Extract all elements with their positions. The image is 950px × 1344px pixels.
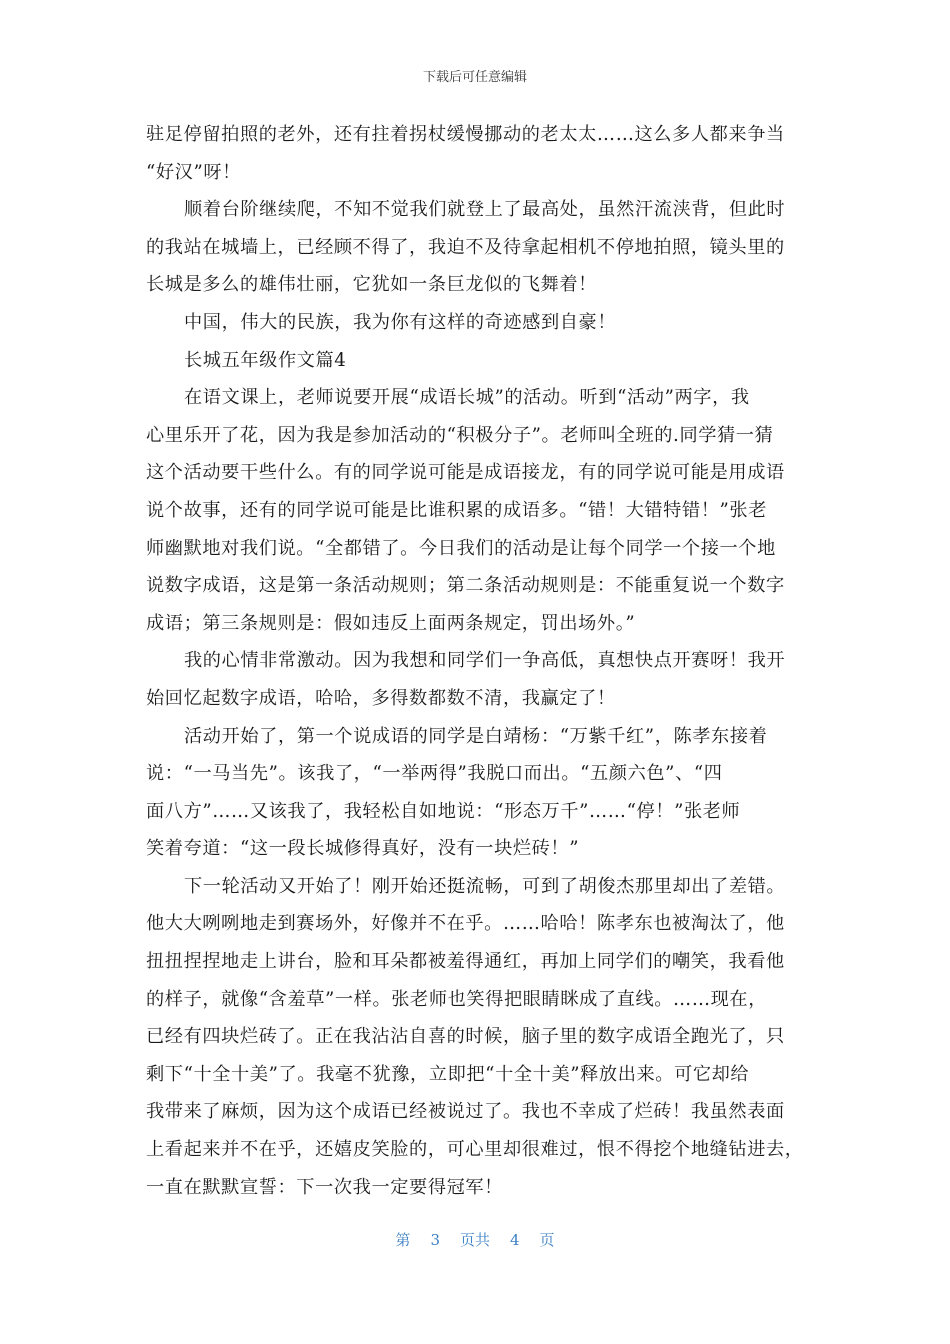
- paragraph-start: 在语文课上，老师说要开展“成语长城”的活动。听到“活动”两字，我: [184, 387, 750, 409]
- text-line: 扭扭捏捏地走上讲台，脸和耳朵都被羞得通红，再加上同学们的嘲笑，我看他: [146, 951, 785, 973]
- text-line: 这个活动要干些什么。有的同学说可能是成语接龙，有的同学说可能是用成语: [146, 462, 785, 484]
- text-line: “好汉”呀！: [146, 161, 241, 183]
- page-footer: [0, 1229, 950, 1250]
- text-line: 笑着夸道：“这一段长城修得真好，没有一块烂砖！”: [146, 838, 580, 860]
- paragraph-start: 活动开始了，第一个说成语的同学是白靖杨：“万紫千红”，陈孝东接着: [184, 725, 768, 747]
- text-line: 一直在默默宣誓：下一次我一定要得冠军！: [146, 1176, 503, 1198]
- text-line: 面八方”……又该我了，我轻松自如地说：“形态万千”……“停！”张老师: [146, 800, 741, 822]
- document-body: [146, 116, 808, 1206]
- page-header: 下载后可任意编辑: [422, 70, 527, 85]
- total-page-number: 4: [510, 1231, 520, 1249]
- text-line: 驻足停留拍照的老外，还有拄着拐杖缓慢挪动的老太太……这么多人都来争当: [146, 124, 785, 145]
- text-line: 成语；第三条规则是：假如违反上面两条规定，罚出场外。”: [146, 612, 636, 634]
- text-line: 的我站在城墙上，已经顾不得了，我迫不及待拿起相机不停地拍照，镜头里的: [146, 236, 785, 258]
- text-line: 他大大咧咧地走到赛场外，好像并不在乎。……哈哈！陈孝东也被淘汰了，他: [146, 913, 785, 935]
- text-line: 师幽默地对我们说。“全都错了。今日我们的活动是让每个同学一个接一个地: [146, 537, 776, 559]
- text-line: 已经有四块烂砖了。正在我沾沾自喜的时候，脑子里的数字成语全跑光了，只: [146, 1026, 785, 1048]
- text-line: 的样子，就像“含羞草”一样。张老师也笑得把眼睛眯成了直线。……现在，: [146, 988, 767, 1010]
- text-line: 说：“一马当先”。该我了，“一举两得”我脱口而出。“五颜六色”、“四: [146, 763, 723, 785]
- footer-middle: 页共: [459, 1231, 490, 1249]
- footer-suffix: 页: [539, 1231, 555, 1249]
- text-line: 我带来了麻烦，因为这个成语已经被说过了。我也不幸成了烂砖！我虽然表面: [146, 1101, 785, 1123]
- footer-prefix: 第: [395, 1231, 411, 1249]
- paragraph-start: 我的心情非常激动。因为我想和同学们一争高低，真想快点开赛呀！我开: [184, 650, 786, 672]
- text-line: 心里乐开了花，因为我是参加活动的“积极分子”。老师叫全班的.同学猜一猜: [146, 424, 774, 446]
- current-page-number: 3: [430, 1231, 440, 1249]
- paragraph-start: 顺着台阶继续爬，不知不觉我们就登上了最高处，虽然汗流浃背，但此时: [184, 199, 786, 221]
- section-title: 长城五年级作文篇4: [184, 349, 347, 371]
- paragraph-start: 下一轮活动又开始了！刚开始还挺流畅，可到了胡俊杰那里却出了差错。: [184, 875, 786, 897]
- text-line: 始回忆起数字成语，哈哈，多得数都数不清，我赢定了！: [146, 687, 616, 709]
- text-line: 剩下“十全十美”了。我毫不犹豫，立即把“十全十美”释放出来。可它却给: [146, 1063, 750, 1085]
- paragraph-start: 中国，伟大的民族，我为你有这样的奇迹感到自豪！: [184, 311, 617, 333]
- text-line: 长城是多么的雄伟壮丽，它犹如一条巨龙似的飞舞着！: [146, 274, 597, 296]
- text-line: 说数字成语，这是第一条活动规则；第二条活动规则是：不能重复说一个数字: [146, 575, 785, 597]
- text-line: 上看起来并不在乎，还嬉皮笑脸的，可心里却很难过，恨不得挖个地缝钻进去，: [146, 1139, 804, 1161]
- text-line: 说个故事，还有的同学说可能是比谁积累的成语多。“错！大错特错！”张老: [146, 499, 767, 521]
